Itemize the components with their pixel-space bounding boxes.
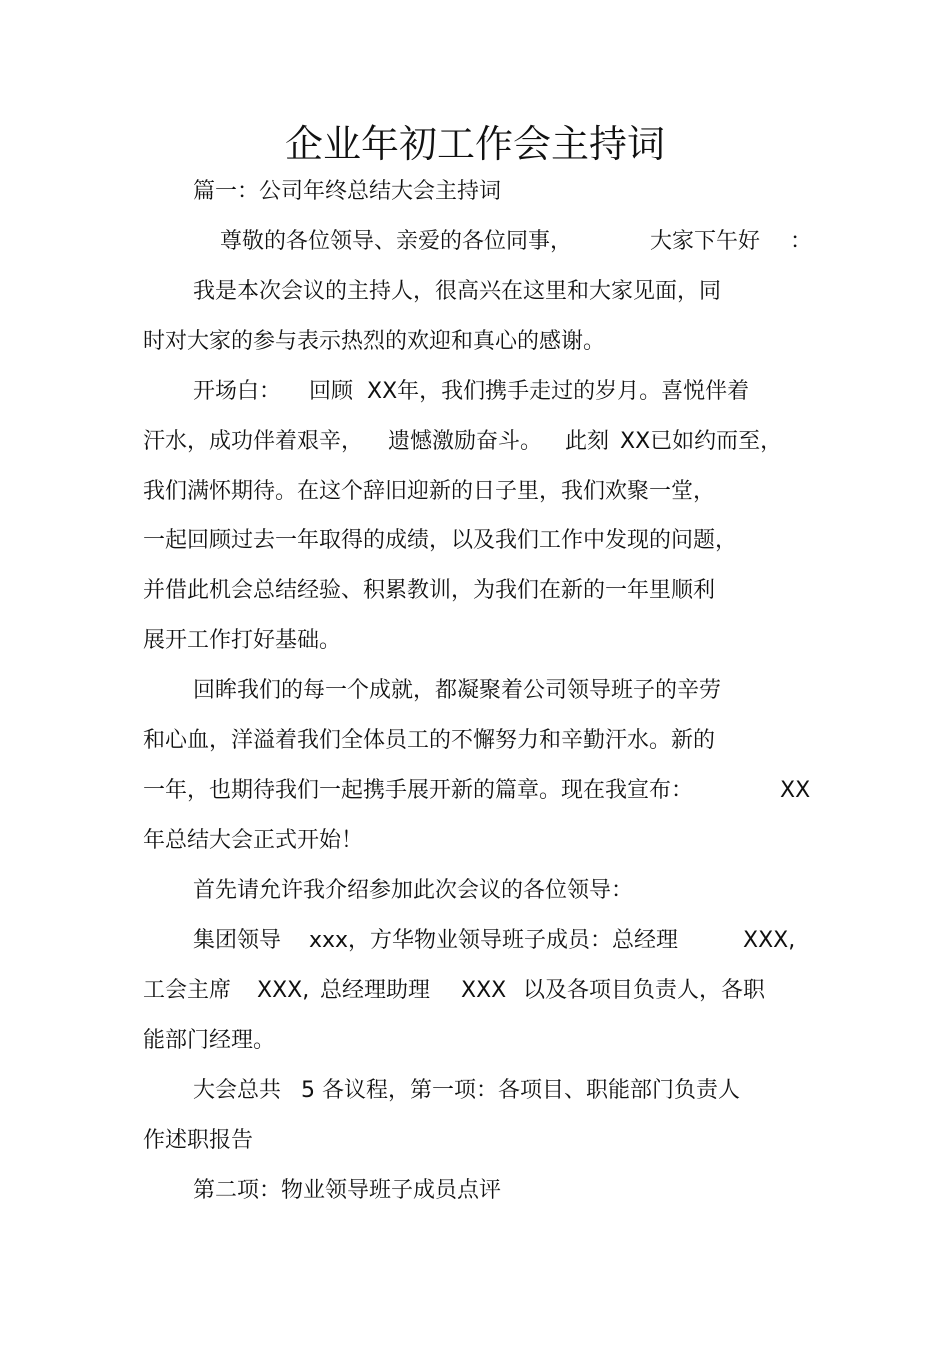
para5-line2a: 工会主席	[143, 978, 232, 1003]
para5-line1c: XXX,	[743, 928, 796, 953]
para2-line3: 我们满怀期待。在这个辞旧迎新的日子里，我们欢聚一堂，	[143, 479, 716, 504]
para5-line1a: 集团领导	[193, 928, 282, 953]
greeting-part2: 大家下午好	[650, 229, 761, 254]
greeting-line	[0, 227, 950, 257]
para5-line2e: 以及各项目负责人，各职	[523, 978, 766, 1003]
para2-line1a: 开场白：	[193, 379, 282, 404]
para2-line2d: XX已如约而至，	[620, 429, 783, 454]
para2-line1	[0, 377, 950, 407]
subtitle: 篇一：公司年终总结大会主持词	[193, 179, 502, 204]
document-title: 企业年初工作会主持词	[284, 122, 665, 166]
para4-line1: 首先请允许我介绍参加此次会议的各位领导：	[193, 878, 634, 903]
para6-line1a: 大会总共	[193, 1078, 282, 1103]
para5-line2b: XXX,	[257, 978, 310, 1003]
para2-line5: 并借此机会总结经验、积累教训，为我们在新的一年里顺利	[143, 578, 716, 603]
para5-line3: 能部门经理。	[143, 1028, 276, 1053]
para2-line2a: 汗水，成功伴着艰辛，	[143, 429, 364, 454]
para2-line2b: 遗憾激励奋斗。	[388, 429, 543, 454]
para2-line1b: 回顾	[309, 379, 354, 404]
para5-line1	[0, 926, 950, 956]
para2-line1c: XX年，我们携手走过的岁月。喜悦伴着	[367, 379, 750, 404]
para3-line4: 年总结大会正式开始！	[143, 828, 364, 853]
para3-line3	[0, 776, 950, 806]
para3-line1: 回眸我们的每一个成就，都凝聚着公司领导班子的辛劳	[193, 678, 722, 703]
para2-line4: 一起回顾过去一年取得的成绩，以及我们工作中发现的问题，	[143, 528, 738, 553]
para6-line1b: 5	[301, 1078, 315, 1103]
para3-line3a: 一年，也期待我们一起携手展开新的篇章。现在我宣布：	[143, 778, 694, 803]
para7-line1: 第二项：物业领导班子成员点评	[193, 1178, 502, 1203]
para1-line1: 我是本次会议的主持人，很高兴在这里和大家见面，同	[193, 279, 722, 304]
greeting-part3: ：	[790, 229, 813, 254]
para1-line2: 时对大家的参与表示热烈的欢迎和真心的感谢。	[143, 329, 606, 354]
para2-line2c: 此刻	[565, 429, 610, 454]
para5-line2c: 总经理助理	[320, 978, 431, 1003]
greeting-part1: 尊敬的各位领导、亲爱的各位同事，	[220, 229, 573, 254]
para3-line3b: XX	[780, 778, 811, 803]
para5-line2d: XXX	[461, 978, 507, 1003]
para2-line2	[0, 427, 950, 457]
para2-line6: 展开工作打好基础。	[143, 628, 342, 653]
para3-line2: 和心血，洋溢着我们全体员工的不懈努力和辛勤汗水。新的	[143, 728, 716, 753]
para5-line1b: xxx，方华物业领导班子成员：总经理	[309, 928, 679, 953]
para6-line1	[0, 1076, 950, 1106]
para6-line2: 作述职报告	[143, 1128, 254, 1153]
para5-line2	[0, 976, 950, 1006]
para6-line1c: 各议程，第一项：各项目、职能部门负责人	[322, 1078, 741, 1103]
